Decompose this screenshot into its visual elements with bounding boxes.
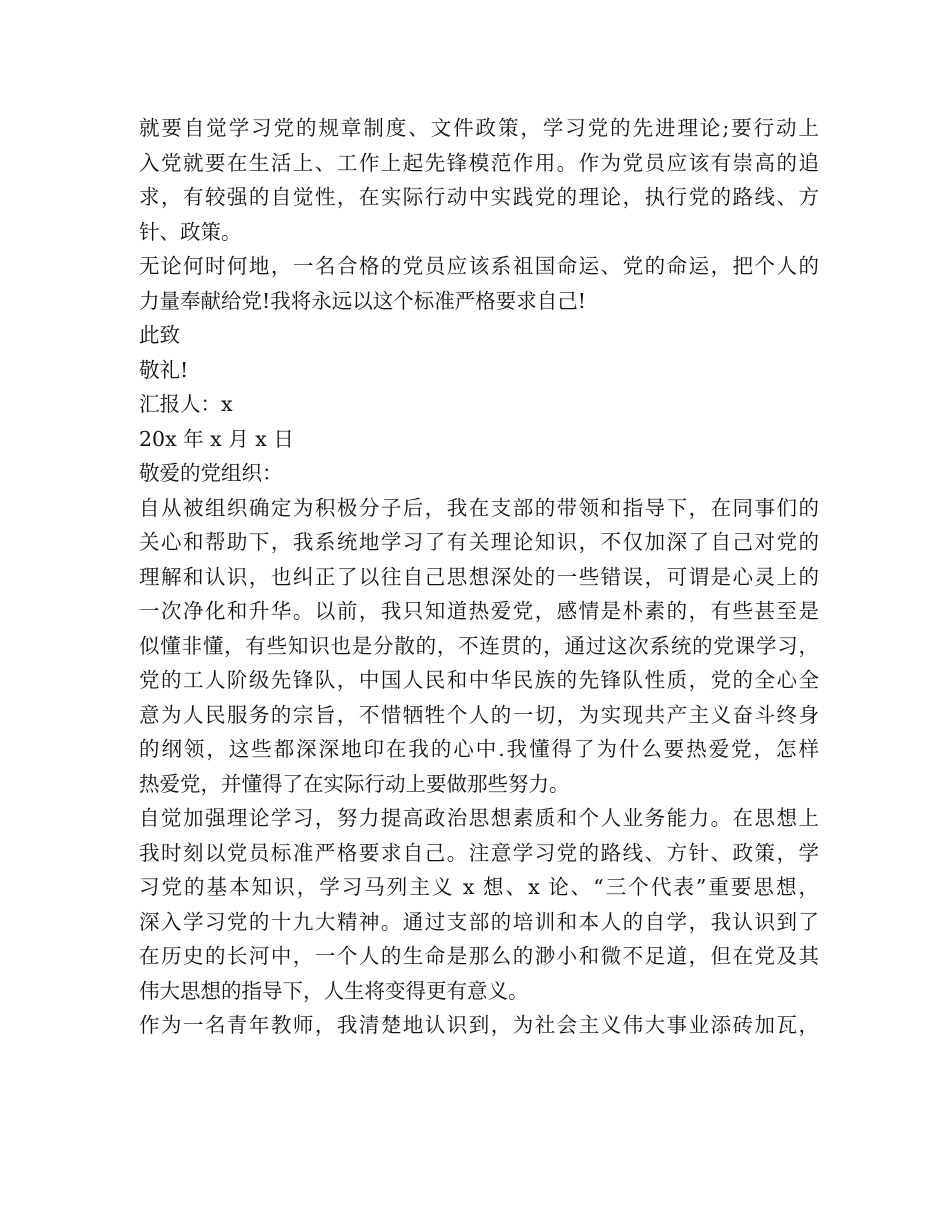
document-body (139, 111, 819, 1043)
text-line: 自觉加强理论学习，努力提高政治思想素质和个人业务能力。在思想上 (139, 806, 819, 830)
text-line: 一次净化和升华。以前，我只知道热爱党，感情是朴素的，有些甚至是 (139, 599, 819, 623)
text-line: 求，有较强的自觉性，在实际行动中实践党的理论，执行党的路线、方 (139, 185, 819, 209)
text-line: 似懂非懂，有些知识也是分散的，不连贯的，通过这次系统的党课学习， (139, 633, 819, 658)
text-line: 力量奉献给党!我将永远以这个标准严格要求自己! (139, 288, 586, 313)
text-line: 作为一名青年教师，我清楚地认识到，为社会主义伟大事业添砖加瓦， (139, 1013, 819, 1037)
date-line: 20x 年 x 月 x 日 (139, 426, 294, 451)
reporter-line: 汇报人：x (139, 392, 233, 416)
text-line: 理解和认识，也纠正了以往自己思想深处的一些错误，可谓是心灵上的 (139, 564, 819, 589)
text-line: 我时刻以党员标准严格要求自己。注意学习党的路线、方针、政策，学 (139, 840, 819, 865)
text-line: 习党的基本知识，学习马列主义 x 想、x 论、“三个代表”重要思想， (139, 875, 819, 899)
text-line: 热爱党，并懂得了在实际行动上要做那些努力。 (139, 771, 570, 796)
text-line: 伟大思想的指导下，人生将变得更有意义。 (139, 978, 529, 1003)
closing-regards: 敬礼! (139, 357, 189, 382)
text-line: 深入学习党的十九大精神。通过支部的培训和本人的自学，我认识到了 (139, 909, 819, 934)
closing-salutation: 此致 (139, 323, 180, 347)
text-line: 的纲领，这些都深深地印在我的心中.我懂得了为什么要热爱党，怎样 (139, 737, 819, 761)
text-line: 党的工人阶级先锋队，中国人民和中华民族的先锋队性质，党的全心全 (139, 668, 819, 692)
text-line: 就要自觉学习党的规章制度、文件政策，学习党的先进理论;要行动上 (139, 116, 819, 140)
text-line: 入党就要在生活上、工作上起先锋模范作用。作为党员应该有崇高的追 (139, 150, 819, 175)
text-line: 关心和帮助下，我系统地学习了有关理论知识，不仅加深了自己对党的 (139, 530, 819, 554)
text-line: 在历史的长河中，一个人的生命是那么的渺小和微不足道，但在党及其 (139, 944, 819, 968)
text-line: 针、政策。 (139, 219, 242, 244)
text-line: 自从被组织确定为积极分子后，我在支部的带领和指导下，在同事们的 (139, 495, 819, 520)
text-line: 意为人民服务的宗旨，不惜牺牲个人的一切，为实现共产主义奋斗终身 (139, 702, 819, 727)
letter-greeting: 敬爱的党组织： (139, 461, 283, 485)
text-line: 无论何时何地，一名合格的党员应该系祖国命运、党的命运，把个人的 (139, 254, 819, 278)
